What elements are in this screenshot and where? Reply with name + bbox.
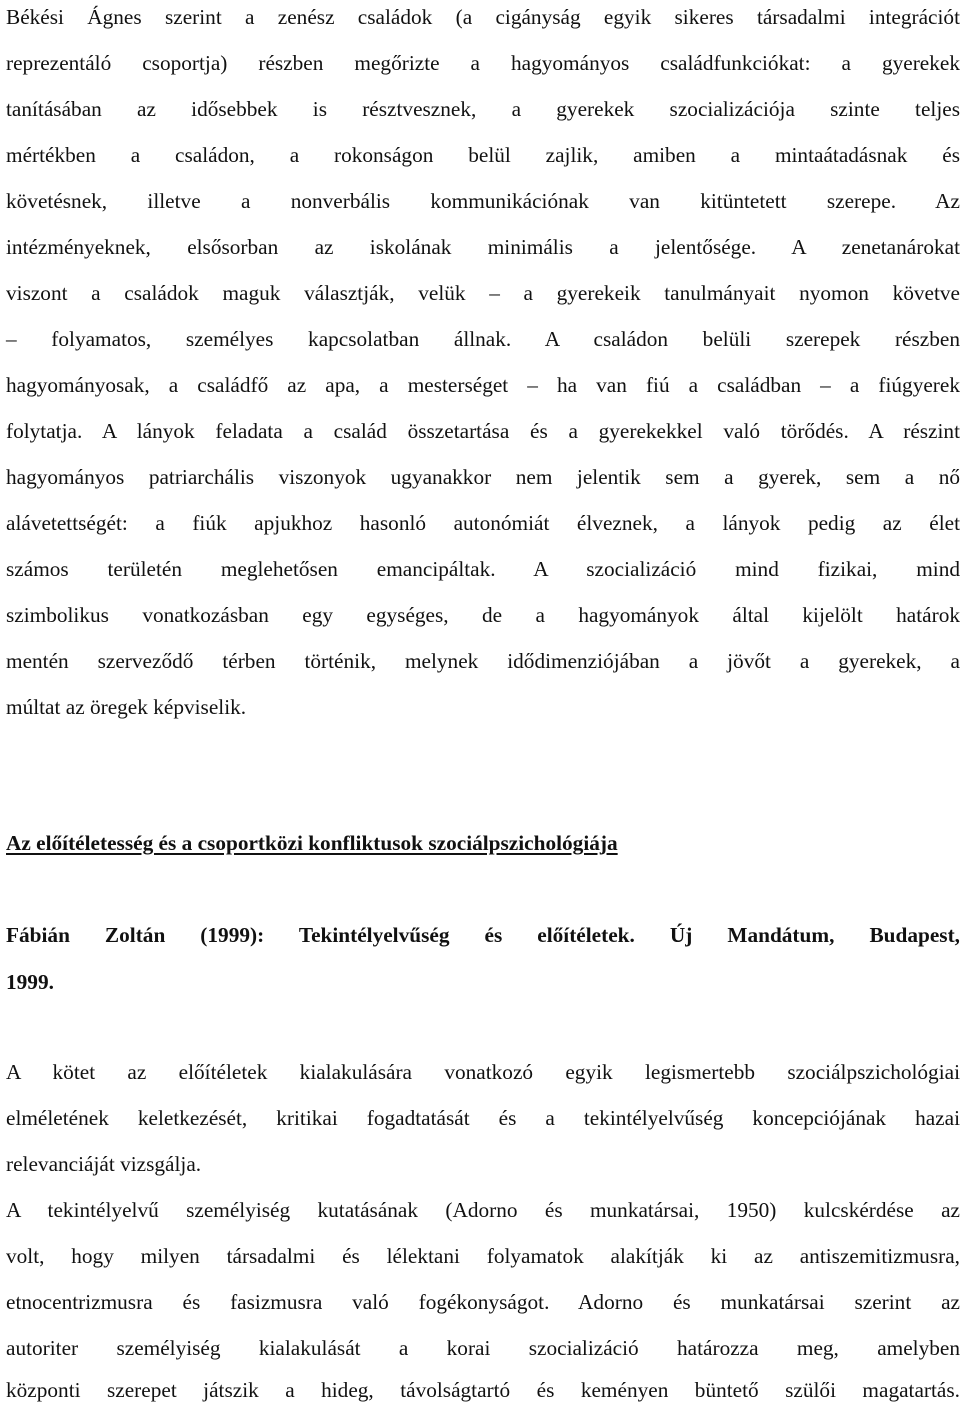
paragraph-1-line: hagyományos patriarchális viszonyok ugyanakkor nem jelentik sem a gyerek, sem a nő bbox=[6, 465, 960, 489]
paragraph-1-line: mértékben a családon, a rokonságon belül zajlik, amiben a mintaátadásnak és bbox=[6, 143, 960, 167]
paragraph-3-line: volt, hogy milyen társadalmi és lélektani folyamatok alakítják ki az antiszemitizmusra, bbox=[6, 1244, 960, 1268]
paragraph-3-line: A tekintélyelvű személyiség kutatásának (Adorno és munkatársai, 1950) kulcskérdése az bbox=[6, 1198, 960, 1222]
paragraph-1-line: számos területén meglehetősen emancipáltak. A szocializáció mind fizikai, mind bbox=[6, 557, 960, 581]
paragraph-3-line: autoriter személyiség kialakulását a korai szocializáció határozza meg, amelyben bbox=[6, 1336, 960, 1360]
paragraph-1-line: szimbolikus vonatkozásban egy egységes, de a hagyományok által kijelölt határok bbox=[6, 603, 960, 627]
book-reference-line-2: 1999. bbox=[6, 970, 54, 994]
paragraph-1-line: mentén szerveződő térben történik, melynek idődimenziójában a jövőt a gyerekek, a bbox=[6, 649, 960, 673]
paragraph-1-line: folytatja. A lányok feladata a család összetartása és a gyerekekkel való törődés. A részint bbox=[6, 419, 960, 443]
paragraph-1-line: intézményeknek, elsősorban az iskolának minimális a jelentősége. A zenetanárokat bbox=[6, 235, 960, 259]
section-heading: Az előítéletesség és a csoportközi konfliktusok szociálpszichológiája bbox=[6, 831, 618, 855]
paragraph-1-line: tanításában az idősebbek is résztvesznek, a gyerekek szocializációja szinte teljes bbox=[6, 97, 960, 121]
paragraph-1-line: Békési Ágnes szerint a zenész családok (a cigányság egyik sikeres társadalmi integrációt bbox=[6, 5, 960, 29]
paragraph-1-line: múltat az öregek képviselik. bbox=[6, 695, 247, 719]
paragraph-1-line: alávetettségét: a fiúk apjukhoz hasonló autonómiát élveznek, a lányok pedig az élet bbox=[6, 511, 960, 535]
paragraph-2-line: A kötet az előítéletek kialakulására vonatkozó egyik legismertebb szociálpszichológiai bbox=[6, 1060, 960, 1084]
book-reference-line-1: Fábián Zoltán (1999): Tekintélyelvűség és előítéletek. Új Mandátum, Budapest, bbox=[6, 923, 960, 947]
paragraph-1-line: reprezentáló csoportja) részben megőrizte a hagyományos családfunkciókat: a gyerekek bbox=[6, 51, 960, 75]
paragraph-1-line: követésnek, illetve a nonverbális kommunikációnak van kitüntetett szerepe. Az bbox=[6, 189, 960, 213]
paragraph-2-line: elméletének keletkezését, kritikai fogadtatását és a tekintélyelvűség koncepciójának hazai bbox=[6, 1106, 960, 1130]
paragraph-1-line: viszont a családok maguk választják, velük – a gyerekeik tanulmányait nyomon követve bbox=[6, 281, 960, 305]
paragraph-3-line: etnocentrizmusra és fasizmusra való fogékonyságot. Adorno és munkatársai szerint az bbox=[6, 1290, 960, 1314]
paragraph-1-line: – folyamatos, személyes kapcsolatban állnak. A családon belüli szerepek részben bbox=[6, 327, 960, 351]
paragraph-2-line: relevanciáját vizsgálja. bbox=[6, 1152, 202, 1176]
paragraph-1-line: hagyományosak, a családfő az apa, a mesterséget – ha van fiú a családban – a fiúgyerek bbox=[6, 373, 960, 397]
paragraph-3-line: központi szerepet játszik a hideg, távolságtartó és keményen büntető szülői magatartás. bbox=[6, 1378, 960, 1402]
